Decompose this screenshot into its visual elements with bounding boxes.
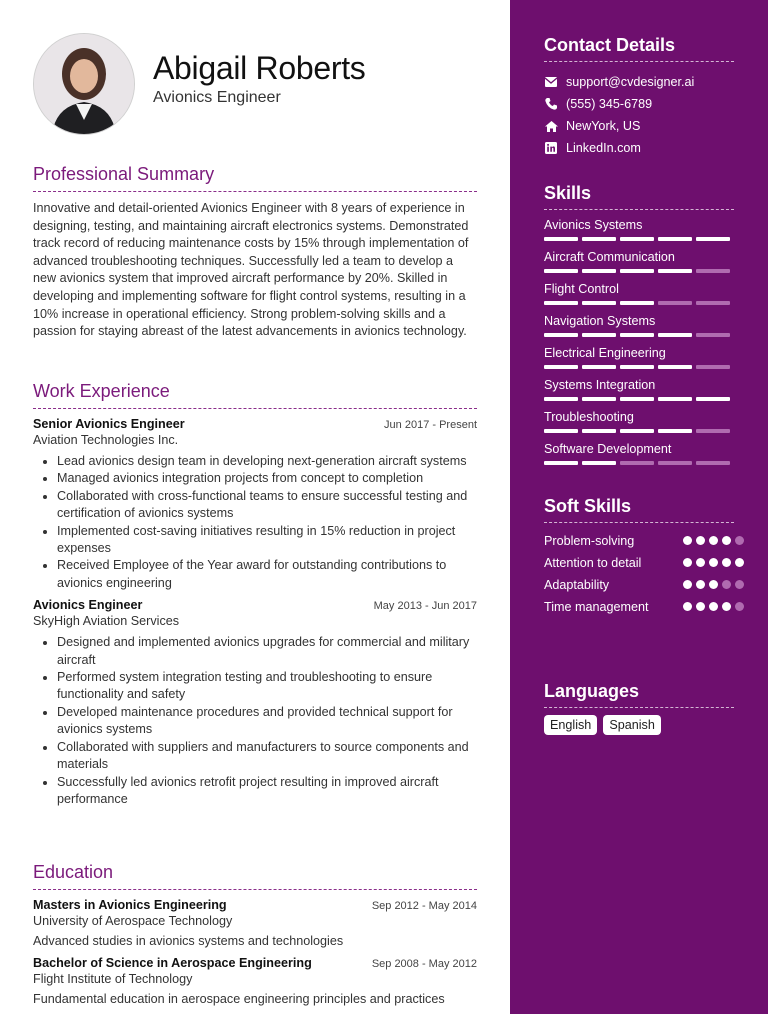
summary-section <box>33 164 477 341</box>
skill-level-segment <box>582 301 616 305</box>
contact-title: Contact Details <box>544 35 734 62</box>
rating-dot <box>683 558 692 567</box>
skill-level-segment <box>544 333 578 337</box>
skill-level-segment <box>696 301 730 305</box>
rating-dot <box>696 580 705 589</box>
skill-item <box>544 250 734 282</box>
job-bullet: • Lead avionics design team in developing next-generation aircraft systems <box>57 453 477 470</box>
skill-level-segment <box>696 333 730 337</box>
sidebar <box>510 0 768 1014</box>
profile-photo <box>33 33 135 135</box>
skill-level-segment <box>658 429 692 433</box>
rating-dot <box>735 602 744 611</box>
skill-level-segment <box>620 333 654 337</box>
job-title: Senior Avionics Engineer <box>33 417 185 431</box>
skills-title: Skills <box>544 183 734 210</box>
skill-item <box>544 378 734 410</box>
education-date: Sep 2012 - May 2014 <box>371 900 477 912</box>
rating-dot <box>683 602 692 611</box>
soft-skill-rating <box>683 580 744 589</box>
skill-level-bar <box>544 397 734 401</box>
contact-location-text: NewYork, US <box>566 119 641 133</box>
skill-level-segment <box>620 461 654 465</box>
skill-level-segment <box>696 269 730 273</box>
job-title: Avionics Engineer <box>33 598 143 613</box>
summary-title: Professional Summary <box>33 164 477 192</box>
skill-item <box>544 218 734 250</box>
skill-level-segment <box>696 461 730 465</box>
rating-dot <box>696 602 705 611</box>
rating-dot <box>735 580 744 589</box>
skill-level-bar <box>544 269 734 273</box>
experience-section <box>33 381 477 814</box>
job-header <box>33 598 477 612</box>
education-list <box>33 898 477 1006</box>
job-bullet: • Designed and implemented avionics upgrades for commercial and military aircraft <box>57 634 477 669</box>
languages-title: Languages <box>544 681 734 708</box>
rating-dot <box>683 580 692 589</box>
skill-name: Navigation Systems <box>544 314 656 328</box>
job-company: Aviation Technologies Inc. <box>33 433 179 447</box>
soft-skills-title: Soft Skills <box>544 496 734 523</box>
skill-level-segment <box>582 397 616 401</box>
job-bullet: • Received Employee of the Year award for outstanding contributions to avionics engineering <box>57 557 477 592</box>
skill-item <box>544 410 734 442</box>
soft-skill-name: Time management <box>544 600 649 614</box>
rating-dot <box>722 558 731 567</box>
skill-level-bar <box>544 301 734 305</box>
skill-level-bar <box>544 461 734 465</box>
rating-dot <box>696 536 705 545</box>
rating-dot <box>709 580 718 589</box>
skill-name: Aircraft Communication <box>544 250 675 264</box>
soft-skill-name: Problem-solving <box>544 534 635 548</box>
skill-level-segment <box>658 397 692 401</box>
skill-item <box>544 282 734 314</box>
skill-level-bar <box>544 333 734 337</box>
languages-list <box>544 715 661 735</box>
language-tag: English <box>544 715 597 735</box>
job-entry <box>33 598 477 808</box>
skill-level-bar <box>544 365 734 369</box>
skill-level-segment <box>620 397 654 401</box>
rating-dot <box>722 602 731 611</box>
skill-level-segment <box>696 365 730 369</box>
education-degree: Masters in Avionics Engineering <box>33 898 227 912</box>
skill-level-segment <box>658 301 692 305</box>
contact-list <box>544 71 744 159</box>
skill-item <box>544 442 734 474</box>
skill-level-segment <box>582 429 616 433</box>
skill-level-bar <box>544 237 734 241</box>
education-header <box>33 898 477 912</box>
soft-skill-item <box>544 598 744 616</box>
skill-name: Troubleshooting <box>544 410 634 424</box>
mail-icon <box>544 75 558 89</box>
job-bullet: • Collaborated with suppliers and manufacturers to source components and materials <box>57 739 477 774</box>
rating-dot <box>696 558 705 567</box>
soft-skill-name: Attention to detail <box>544 556 642 570</box>
skill-level-segment <box>544 237 578 241</box>
avatar-icon <box>34 34 134 134</box>
candidate-name: Abigail Roberts <box>153 50 366 86</box>
skill-level-segment <box>544 269 578 273</box>
rating-dot <box>722 536 731 545</box>
contact-location <box>544 115 744 137</box>
skill-level-segment <box>620 365 654 369</box>
summary-text: Innovative and detail-oriented Avionics Engineer with 8 years of experience in designing, testing, and maintaining aircraft electronics systems. Demonstrated track record of reducing maintenance costs by 15% through implementation of advanced troubleshooting techniques. Successfully led a team to develop a new avionics system that improved aircraft performance by 20%. Skilled in developing and implementing software for flight control systems, resulting in a 10% increase in operational efficiency. Strong problem-solving skills and a passion for staying abreast of the latest advancements in avionics technology. <box>33 201 469 339</box>
education-title: Education <box>33 862 477 890</box>
soft-skill-rating <box>683 558 744 567</box>
job-bullet: • Successfully led avionics retrofit project resulting in improved aircraft performance <box>57 774 477 809</box>
skill-name: Avionics Systems <box>544 218 643 232</box>
skill-item <box>544 346 734 378</box>
rating-dot <box>722 580 731 589</box>
skills-list <box>544 218 734 474</box>
skill-level-segment <box>544 365 578 369</box>
education-degree: Bachelor of Science in Aerospace Engineering <box>33 956 312 970</box>
contact-linkedin[interactable] <box>544 137 744 159</box>
skill-name: Software Development <box>544 442 672 456</box>
candidate-role: Avionics Engineer <box>153 89 281 106</box>
skill-level-segment <box>658 461 692 465</box>
job-company: SkyHigh Aviation Services <box>33 614 180 629</box>
language-tag: Spanish <box>603 715 661 735</box>
soft-skill-item <box>544 532 744 550</box>
education-section <box>33 862 477 1014</box>
soft-skills-list <box>544 532 744 620</box>
contact-email-text: support@cvdesigner.ai <box>566 75 695 89</box>
job-date: May 2013 - Jun 2017 <box>373 600 477 613</box>
rating-dot <box>709 558 718 567</box>
rating-dot <box>735 536 744 545</box>
education-date: Sep 2008 - May 2012 <box>371 958 477 970</box>
experience-title: Work Experience <box>33 381 477 409</box>
job-bullet: • Collaborated with cross-functional teams to ensure successful testing and certification of avionics systems <box>57 488 477 523</box>
rating-dot <box>709 536 718 545</box>
skill-level-segment <box>658 237 692 241</box>
rating-dot <box>709 602 718 611</box>
soft-skill-rating <box>683 536 744 545</box>
education-description: Fundamental education in aerospace engineering principles and practices <box>33 992 445 1006</box>
job-bullet: • Performed system integration testing and troubleshooting to ensure functionality and safety <box>57 669 477 704</box>
job-header <box>33 417 477 431</box>
education-school: Flight Institute of Technology <box>33 972 193 986</box>
rating-dot <box>683 536 692 545</box>
skill-level-segment <box>620 301 654 305</box>
skill-level-segment <box>544 429 578 433</box>
skill-level-bar <box>544 429 734 433</box>
job-date: Jun 2017 - Present <box>384 419 477 431</box>
rating-dot <box>735 558 744 567</box>
skill-level-segment <box>582 269 616 273</box>
soft-skill-item <box>544 554 744 572</box>
skill-level-segment <box>620 429 654 433</box>
skill-level-segment <box>544 461 578 465</box>
skill-level-segment <box>658 269 692 273</box>
contact-phone[interactable] <box>544 93 744 115</box>
skill-level-segment <box>696 397 730 401</box>
skill-level-segment <box>658 333 692 337</box>
skill-level-segment <box>582 237 616 241</box>
skill-item <box>544 314 734 346</box>
education-school: University of Aerospace Technology <box>33 914 233 928</box>
skill-name: Electrical Engineering <box>544 346 666 360</box>
soft-skill-item <box>544 576 744 594</box>
home-icon <box>544 119 558 133</box>
linkedin-icon <box>544 141 558 155</box>
skill-level-segment <box>582 333 616 337</box>
skill-level-segment <box>658 365 692 369</box>
education-entry <box>33 956 477 1006</box>
soft-skill-rating <box>683 602 744 611</box>
skill-level-segment <box>696 237 730 241</box>
job-bullets <box>33 634 477 808</box>
skill-level-segment <box>544 301 578 305</box>
skill-level-segment <box>582 461 616 465</box>
skill-level-segment <box>582 365 616 369</box>
skill-level-segment <box>544 397 578 401</box>
job-list <box>33 417 477 808</box>
job-bullet: • Developed maintenance procedures and provided technical support for avionics systems <box>57 704 477 739</box>
soft-skill-name: Adaptability <box>544 578 610 592</box>
skill-level-segment <box>620 237 654 241</box>
job-bullets <box>33 453 477 592</box>
contact-linkedin-text: LinkedIn.com <box>566 141 641 155</box>
contact-phone-text: (555) 345-6789 <box>566 97 653 111</box>
skill-name: Systems Integration <box>544 378 656 392</box>
education-description: Advanced studies in avionics systems and technologies <box>33 934 344 948</box>
job-entry <box>33 417 477 592</box>
skill-name: Flight Control <box>544 282 619 296</box>
education-header <box>33 956 477 970</box>
contact-email[interactable] <box>544 71 744 93</box>
phone-icon <box>544 97 558 111</box>
education-entry <box>33 898 477 948</box>
job-bullet: • Managed avionics integration projects from concept to completion <box>57 470 477 487</box>
skill-level-segment <box>696 429 730 433</box>
skill-level-segment <box>620 269 654 273</box>
job-bullet: • Implemented cost-saving initiatives resulting in 15% reduction in project expenses <box>57 523 477 558</box>
